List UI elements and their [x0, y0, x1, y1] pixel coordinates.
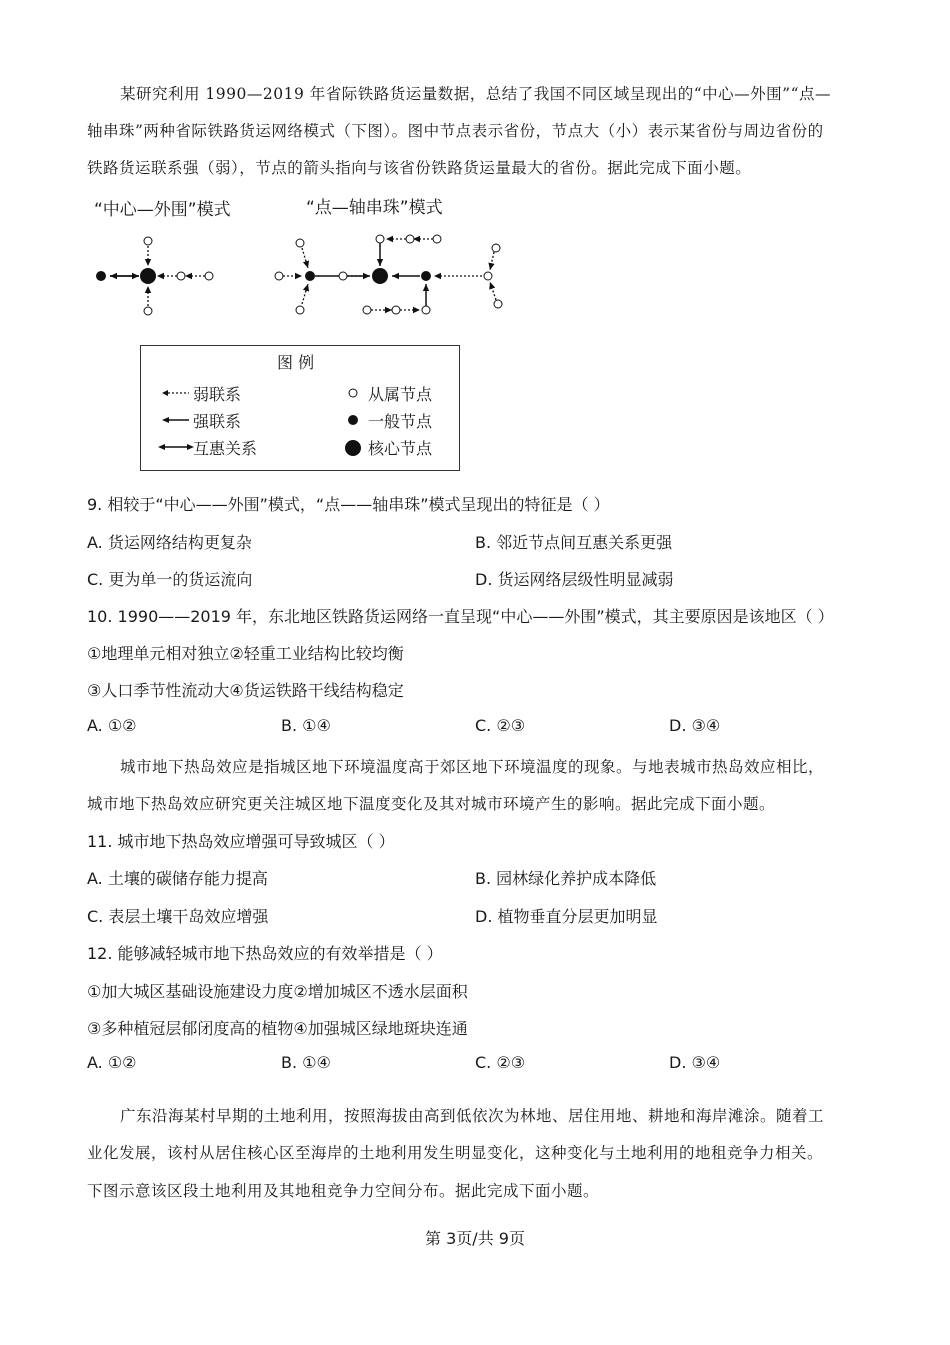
legend-core-node: 核心节点 — [368, 439, 433, 458]
mutual-link-icon — [157, 440, 195, 454]
q10-option-d[interactable]: D. ③④ — [669, 716, 721, 735]
core-node — [140, 268, 156, 284]
page-number: 第 3页/共 9页 — [425, 1229, 525, 1248]
q11-option-d[interactable]: D. 植物垂直分层更加明显 — [475, 907, 658, 926]
general-node — [96, 271, 106, 281]
weak-link-icon — [161, 386, 191, 400]
intro1-line3: 铁路货运联系强（弱），节点的箭头指向与该省份铁路货运量最大的省份。据此完成下面小题。 — [87, 159, 752, 177]
q9-option-b[interactable]: B. 邻近节点间互惠关系更强 — [475, 533, 673, 552]
q11-stem: 11. 城市地下热岛效应增强可导致城区（ ） — [87, 832, 395, 851]
sub-node — [205, 272, 213, 280]
intro3-line1: 广东沿海某村早期的土地利用，按照海拔由高到低依次为林地、居住用地、耕地和海岸滩涂。随着工 — [120, 1107, 825, 1125]
q10-option-a[interactable]: A. ①② — [87, 716, 137, 735]
legend-mutual: 互惠关系 — [193, 439, 258, 458]
q10-option-b[interactable]: B. ①④ — [281, 716, 331, 735]
q11-option-b[interactable]: B. 园林绿化养护成本降低 — [475, 869, 657, 888]
q12-statement-1: ①加大城区基础设施建设力度②增加城区不透水层面积 — [87, 982, 468, 1001]
center-periphery-model — [96, 237, 213, 315]
q12-statement-2: ③多种植冠层郁闭度高的植物④加强城区绿地斑块连通 — [87, 1019, 468, 1038]
q12-option-b[interactable]: B. ①④ — [281, 1053, 331, 1072]
sub-node-icon — [346, 386, 360, 400]
q10-statement-1: ①地理单元相对独立②轻重工业结构比较均衡 — [87, 644, 404, 663]
intro3-line3: 下图示意该区段土地利用及其地租竞争力空间分布。据此完成下面小题。 — [87, 1182, 600, 1200]
q10-statement-2: ③人口季节性流动大④货运铁路干线结构稳定 — [87, 681, 404, 700]
q10-stem: 10. 1990——2019 年，东北地区铁路货运网络一直呈现“中心——外围”模式，其主要原因是该地区（ ） — [87, 607, 834, 626]
general-node-icon — [346, 413, 360, 427]
sub-node — [144, 237, 152, 245]
q9-option-a[interactable]: A. 货运网络结构更复杂 — [87, 533, 252, 552]
caption-point-axis: “点—轴串珠”模式 — [306, 198, 443, 218]
q9-option-d[interactable]: D. 货运网络层级性明显减弱 — [475, 570, 674, 589]
sub-node — [177, 272, 185, 280]
intro2-line1: 城市地下热岛效应是指城区地下环境温度高于郊区地下环境温度的现象。与地表城市热岛效应相比， — [120, 758, 825, 776]
intro3-line2: 业化发展，该村从居住核心区至海岸的土地利用发生明显变化，这种变化与土地利用的地租竞争力相关。 — [87, 1144, 824, 1162]
legend-general-node: 一般节点 — [368, 412, 433, 431]
q12-stem: 12. 能够减轻城市地下热岛效应的有效举措是（ ） — [87, 944, 443, 963]
core-node-icon — [343, 438, 363, 458]
q12-option-a[interactable]: A. ①② — [87, 1053, 137, 1072]
q9-option-c[interactable]: C. 更为单一的货运流向 — [87, 570, 253, 589]
legend-weak: 弱联系 — [193, 385, 242, 404]
caption-center-periphery: “中心—外围”模式 — [94, 200, 231, 220]
legend — [140, 345, 460, 471]
q10-option-c[interactable]: C. ②③ — [475, 716, 526, 735]
legend-sub-node: 从属节点 — [368, 385, 433, 404]
legend-title: 图 例 — [277, 353, 315, 372]
q12-option-d[interactable]: D. ③④ — [669, 1053, 721, 1072]
intro2-line2: 城市地下热岛效应研究更关注城区地下温度变化及其对城市环境产生的影响。据此完成下面小题。 — [87, 795, 776, 813]
sub-node — [144, 307, 152, 315]
intro1-line2: 轴串珠”两种省际铁路货运网络模式（下图）。图中节点表示省份，节点大（小）表示某省份与周边省份的 — [87, 122, 824, 140]
point-axis-model — [275, 235, 502, 314]
q9-stem: 9. 相较于“中心——外围”模式，“点——轴串珠”模式呈现出的特征是（ ） — [87, 495, 610, 514]
strong-link-icon — [161, 413, 191, 427]
network-diagram — [0, 0, 950, 340]
q11-option-c[interactable]: C. 表层土壤干岛效应增强 — [87, 907, 269, 926]
intro1-line1: 某研究利用 1990—2019 年省际铁路货运量数据，总结了我国不同区域呈现出的“中心—外围”“点— — [120, 85, 832, 103]
q11-option-a[interactable]: A. 土壤的碳储存能力提高 — [87, 869, 268, 888]
legend-strong: 强联系 — [193, 412, 242, 431]
q12-option-c[interactable]: C. ②③ — [475, 1053, 526, 1072]
